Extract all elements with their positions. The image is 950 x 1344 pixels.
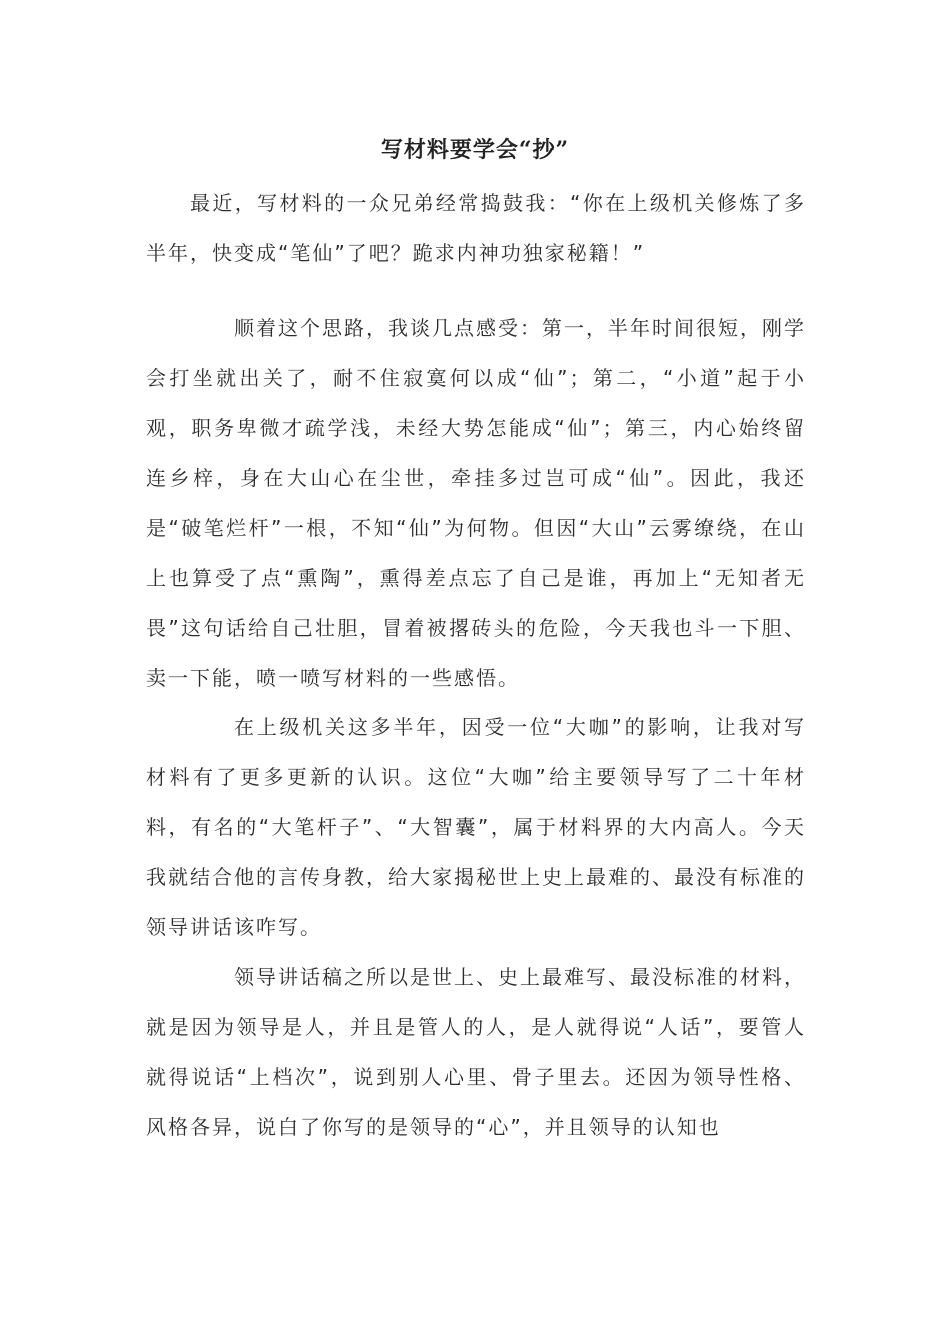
paragraph-4: 领导讲话稿之所以是世上、史上最难写、最没标准的材料，就是因为领导是人，并且是管人的人，是人就得说“人话”，要管人就得说话“上档次”，说到别人心里、骨子里去。还因为领导性格、风格各异，说白了你写的是领导的“心”，并且领导的认知也 (146, 965, 806, 1139)
paragraph-4-block (146, 952, 806, 1152)
paragraph-1-block (146, 178, 806, 278)
paragraph-3-block (146, 702, 806, 952)
paragraph-2-block (146, 303, 806, 703)
document-title: 写材料要学会“抄” (380, 137, 570, 163)
paragraph-2: 顺着这个思路，我谈几点感受：第一，半年时间很短，刚学会打坐就出关了，耐不住寂寞何以成“仙”；第二，“小道”起于小观，职务卑微才疏学浅，未经大势怎能成“仙”；第三，内心始终留连乡梓，身在大山心在尘世，牵挂多过岂可成“仙”。因此，我还是“破笔烂杆”一根，不知“仙”为何物。但因“大山”云雾缭绕，在山上也算受了点“熏陶”，熏得差点忘了自己是谁，再加上“无知者无畏”这句话给自己壮胆，冒着被撂砖头的危险，今天我也斗一下胆、卖一下能，喷一喷写材料的一些感悟。 (146, 316, 806, 690)
paragraph-1: 最近，写材料的一众兄弟经常捣鼓我：“你在上级机关修炼了多半年，快变成“笔仙”了吧？跪求内神功独家秘籍！” (146, 191, 806, 265)
paragraph-3: 在上级机关这多半年，因受一位“大咖”的影响，让我对写材料有了更多更新的认识。这位“大咖”给主要领导写了二十年材料，有名的“大笔杆子”、“大智囊”，属于材料界的大内高人。今天我就结合他的言传身教，给大家揭秘世上史上最难的、最没有标准的领导讲话该咋写。 (146, 715, 806, 939)
